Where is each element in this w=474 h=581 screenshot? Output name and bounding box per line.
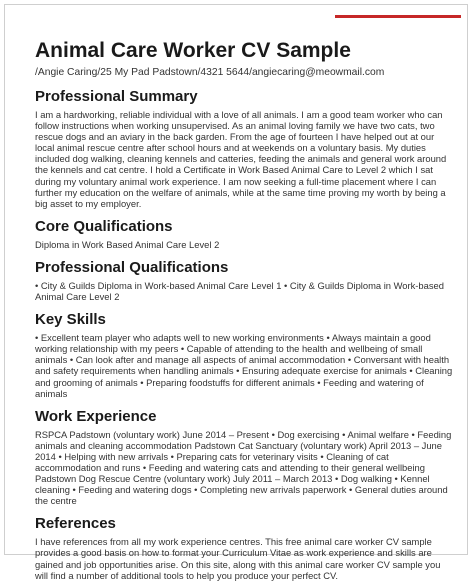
cv-content: [35, 39, 455, 581]
references-text: I have references from all my work experience centres. This free animal care worker CV sample provides a good basis on how to format your Curriculum Vitae as work experience and skills are gained and job opportunities arise. On this site, along with this animal care worker CV sample you will find a number of additional tools to help you produce your perfect CV.: [35, 536, 441, 581]
professional-qualifications-text: • City & Guilds Diploma in Work-based Animal Care Level 1 • City & Guilds Diploma in Work-based Animal Care Level 2: [35, 279, 444, 303]
accent-bar: [335, 15, 461, 18]
section-heading-references: References: [35, 515, 116, 533]
section-heading-work-experience: Work Experience: [35, 407, 157, 425]
section-heading-professional-summary: Professional Summary: [35, 88, 198, 105]
section-heading-key-skills: Key Skills: [35, 311, 106, 329]
cv-page: [4, 4, 468, 581]
contact-details: /Angie Caring/25 My Pad Padstown/4321 5644/angiecaring@meowmail.com: [35, 67, 385, 78]
section-heading-professional-qualifications: Professional Qualifications: [35, 258, 229, 276]
core-qualifications-text: Diploma in Work Based Animal Care Level 2: [35, 238, 220, 250]
professional-summary-text: I am a hardworking, reliable individual with a love of all animals. I am a good team worker who can follow instructions when working unsupervised. As an animal loving family we have two cats, two rescue dogs and an aviary in the back garden. From the age of fourteen I have helped out at our local animal rescue centre after school hours and at weekends on a voluntary basis. My duties included dog walking, cleaning kennels and catteries, feeding the animals and general work around the kennels and cat centre. I hold a Certificate in Work Based Animal Care to Level 2 which I sat during my voluntary animal work experience. I am now seeking a full-time placement where I can further my education on the welfare of animals, while at the same time proving my worth by being a big asset to my employer.: [35, 109, 447, 209]
page-title: Animal Care Worker CV Sample: [35, 39, 351, 62]
section-heading-core-qualifications: Core Qualifications: [35, 217, 173, 235]
work-experience-text: RSPCA Padstown (voluntary work) June 2014 – Present • Dog exercising • Animal welfare • Feeding animals and cleaning accommodation Padstown Cat Sanctuary (voluntary work) April 2013 – June 2014 • Helping with new arrivals • Preparing cats for veterinary visits • Cleaning of cat accommodation and runs • Feeding and watering cats and attending to their general wellbeing Padstown Dog Rescue Centre (voluntary work) July 2011 – March 2013 • Dog walking • Kennel cleaning • Feeding and watering dogs • Completing new arrivals paperwork • General duties around the centre: [35, 428, 452, 507]
key-skills-text: • Excellent team player who adapts well to new working environments • Always maintain a good working relationship with my peers • Capable of attending to the health and wellbeing of small animals • Can look after and manage all aspects of animal accommodation • Conversant with health and safety requirements when handling animals • Ensuring adequate exercise for animals • Cleaning and grooming of animals • Preparing foodstuffs for different animals • Feeding and watering of animals: [35, 332, 453, 399]
